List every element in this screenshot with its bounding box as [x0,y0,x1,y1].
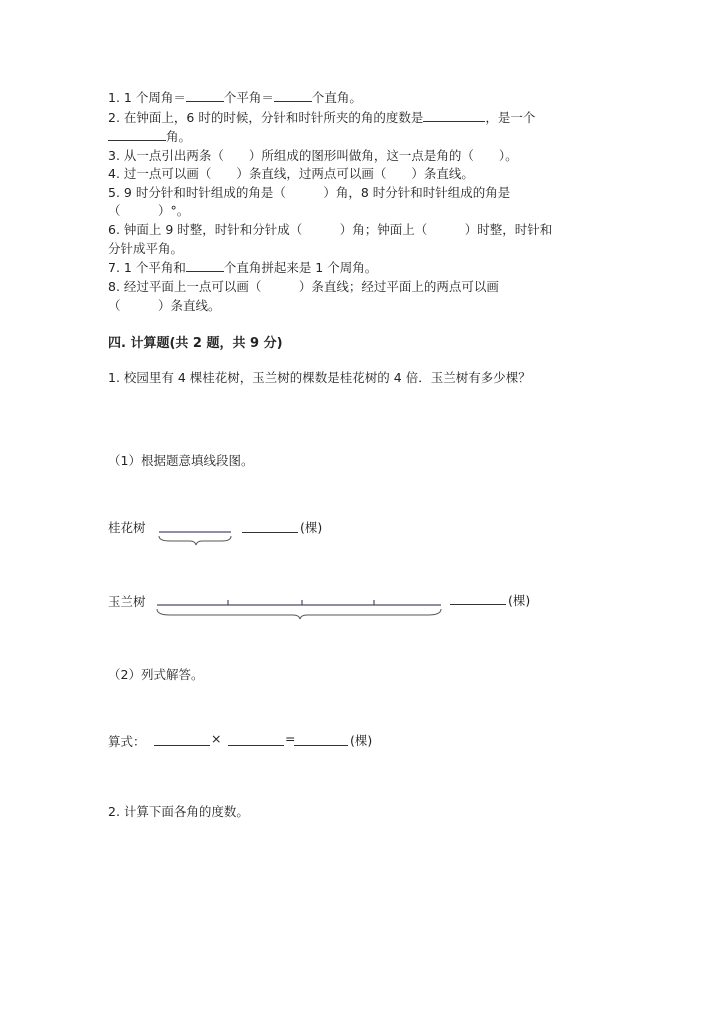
problem-1: 1. 校园里有 4 棵桂花树，玉兰树的棵数是桂花树的 4 倍．玉兰树有多少棵？ [108,370,531,385]
equals-sign: = [285,731,296,746]
answer-blank[interactable] [423,109,485,122]
guihua-segment [150,520,240,550]
formula-blank-3[interactable] [294,745,348,746]
question-8-cont: （ ）条直线。 [108,298,221,313]
yulan-answer-blank[interactable] [450,604,506,605]
formula-label: 算式： [108,734,146,749]
unit-label: (棵) [350,733,373,748]
question-2: 2. 在钟面上，6 时的时候，分针和时针所夹的角的度数是 ，是一个 [108,110,536,125]
problem-2: 2. 计算下面各角的度数。 [108,804,249,819]
question-2-cont: 角。 [108,127,191,145]
answer-blank[interactable] [108,128,166,141]
label-yulan: 玉兰树 [108,594,146,609]
question-6: 6. 钟面上 9 时整，时针和分针成（ ）角；钟面上（ ）时整，时针和 [108,222,553,237]
unit-label: (棵) [508,593,531,608]
subquestion-2: （2）列式解答。 [108,667,204,682]
yulan-segment [150,594,450,624]
formula-blank-2[interactable] [228,745,284,746]
question-7: 7. 1 个平角和 个直角拼起来是 1 个周角。 [108,260,378,275]
question-3: 3. 从一点引出两条（ ）所组成的图形叫做角，这一点是角的（ ）。 [108,148,518,163]
question-4: 4. 过一点可以画（ ）条直线，过两点可以画（ ）条直线。 [108,166,474,181]
unit-label: (棵) [300,520,323,535]
question-6-cont: 分针成平角。 [108,241,184,256]
question-8: 8. 经过平面上一点可以画（ ）条直线；经过平面上的两点可以画 [108,279,499,294]
formula-blank-1[interactable] [154,745,210,746]
question-5: 5. 9 时分针和时针组成的角是（ ）角，8 时分针和时针组成的角是 [108,185,511,200]
section-title: 四. 计算题(共 2 题，共 9 分) [108,336,283,351]
answer-blank[interactable] [186,259,224,272]
label-guihua: 桂花树 [108,520,146,535]
answer-blank[interactable] [186,89,224,102]
subquestion-1: （1）根据题意填线段图。 [108,453,254,468]
times-sign: × [211,731,222,746]
question-5-cont: （ ）°。 [108,203,190,218]
brace-icon [159,536,231,545]
question-1: 1. 1 个周角＝ 个平角＝ 个直角。 [108,90,362,105]
answer-blank[interactable] [274,89,312,102]
guihua-answer-blank[interactable] [242,532,298,533]
brace-icon [157,609,441,619]
